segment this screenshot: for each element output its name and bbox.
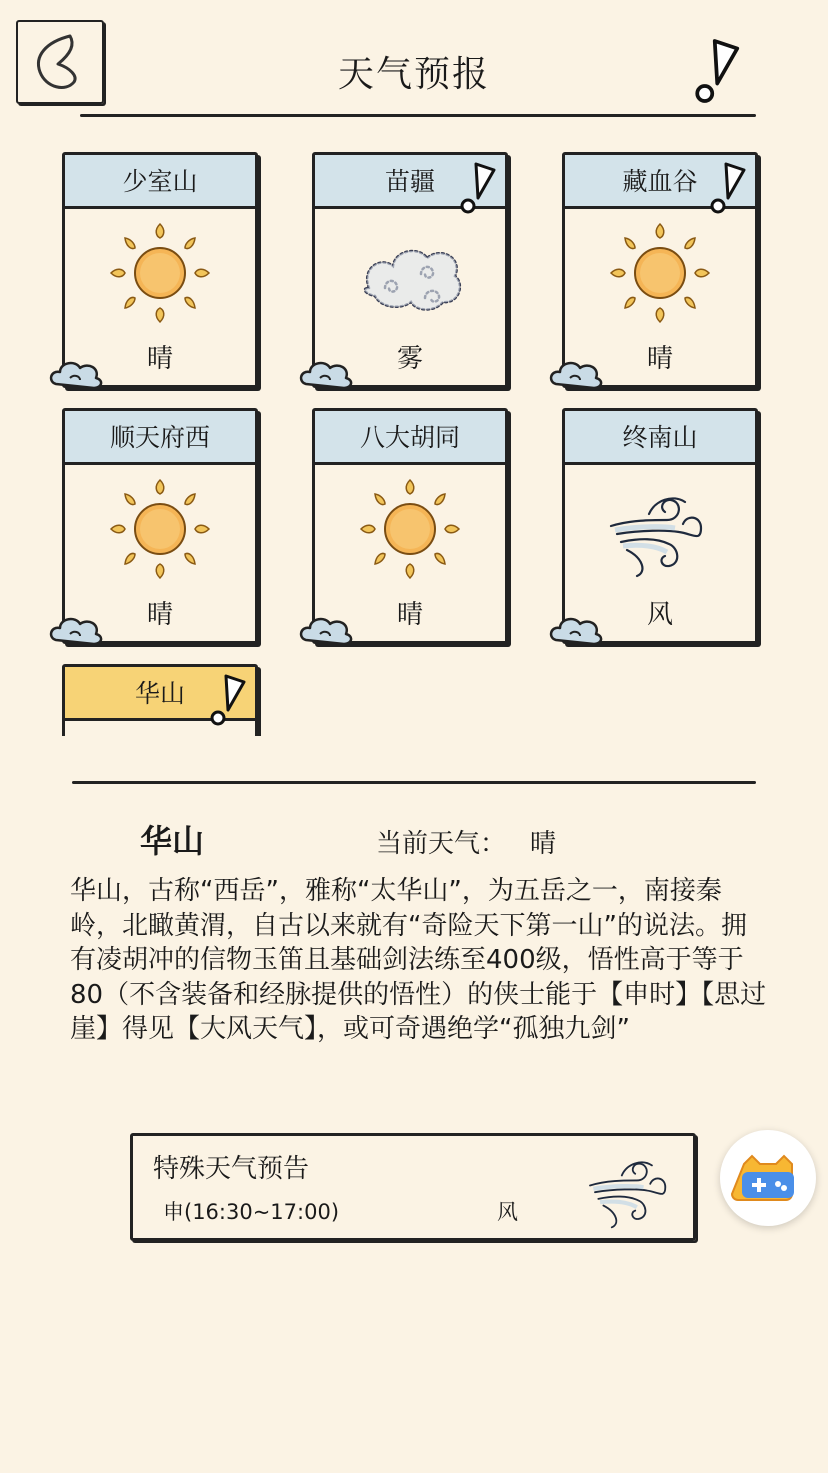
gamepad-icon — [720, 1130, 816, 1226]
page-title: 天气预报 — [337, 54, 490, 95]
location-card-zhongnanshan[interactable] — [562, 408, 758, 644]
floating-game-button[interactable] — [720, 1130, 816, 1226]
location-name: 少室山 — [65, 155, 255, 209]
location-card-badahutong[interactable] — [312, 408, 508, 644]
weather-label: 晴 — [646, 344, 673, 374]
alert-icon — [706, 160, 748, 216]
fog-icon — [355, 218, 465, 328]
sun-icon — [605, 218, 715, 328]
cloud-ornament-icon — [548, 358, 604, 390]
weather-label: 晴 — [146, 344, 173, 374]
weather-label: 雾 — [396, 344, 423, 374]
forecast-title: 特殊天气预告 — [153, 1154, 310, 1184]
location-card-huashan[interactable] — [62, 664, 258, 736]
section-divider — [72, 781, 756, 784]
current-weather-label: 当前天气： — [376, 829, 507, 859]
cloud-ornament-icon — [48, 358, 104, 390]
sun-icon — [355, 474, 465, 584]
current-weather-value: 晴 — [530, 829, 557, 859]
weather-label: 晴 — [396, 600, 423, 630]
weather-label: 风 — [646, 600, 673, 630]
location-name: 终南山 — [565, 411, 755, 465]
cloud-ornament-icon — [298, 358, 354, 390]
alert-icon — [456, 160, 498, 216]
location-card-cangxuegu[interactable] — [562, 152, 758, 388]
sun-icon — [105, 218, 215, 328]
location-name: 华山 — [65, 667, 255, 721]
location-description: 华山，古称“西岳”，雅称“太华山”，为五岳之一，南接秦岭，北瞰黄渭，自古以来就有“奇险天下第一山”的说法。拥有凌胡冲的信物玉笛且基础剑法练至400级，悟性高于等于80（不含装备和经脉提供的悟性）的侠士能于【申时】【思过崖】得见【大风天气】，或可奇遇绝学“孤独九剑” — [70, 876, 767, 1044]
selected-location-name: 华山 — [140, 822, 205, 860]
location-name: 藏血谷 — [565, 155, 755, 209]
forecast-time: 申(16:30~17:00) — [163, 1200, 340, 1224]
location-card-huashan-clip — [60, 662, 262, 736]
location-name: 顺天府西 — [65, 411, 255, 465]
wind-icon — [581, 1142, 681, 1234]
location-card-shuntianfuxi[interactable] — [62, 408, 258, 644]
weather-label: 晴 — [146, 600, 173, 630]
sun-icon — [105, 474, 215, 584]
forecast-weather: 风 — [497, 1200, 518, 1224]
location-name: 八大胡同 — [315, 411, 505, 465]
location-name: 苗疆 — [315, 155, 505, 209]
location-card-shaoshishan[interactable] — [62, 152, 258, 388]
cloud-ornament-icon — [298, 614, 354, 646]
alert-icon[interactable] — [688, 36, 744, 106]
header-divider — [80, 114, 756, 117]
cloud-ornament-icon — [548, 614, 604, 646]
wind-icon — [605, 474, 715, 584]
location-card-miaojiang[interactable] — [312, 152, 508, 388]
special-weather-forecast — [130, 1133, 696, 1241]
alert-icon — [206, 672, 248, 728]
cloud-ornament-icon — [48, 614, 104, 646]
